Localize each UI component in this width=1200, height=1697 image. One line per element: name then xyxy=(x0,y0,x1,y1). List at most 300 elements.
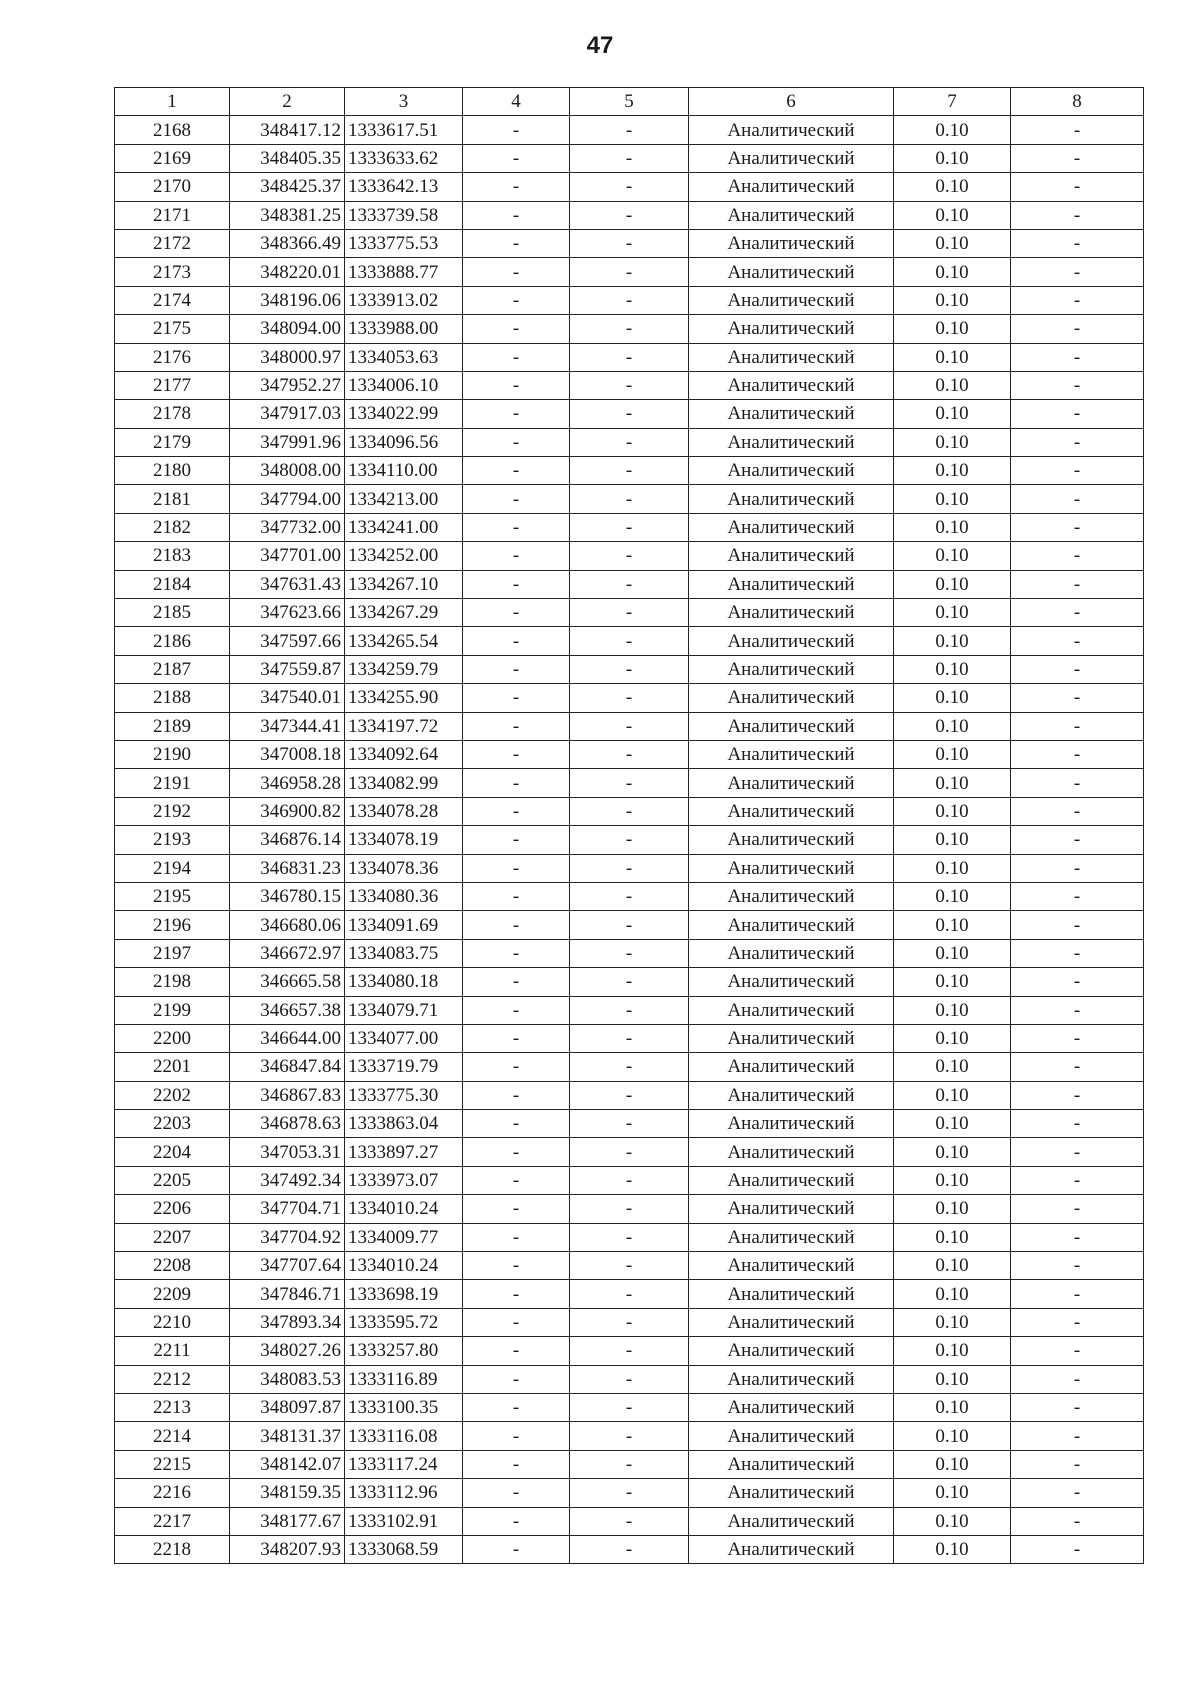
cell-accuracy: 0.10 xyxy=(894,457,1011,485)
cell-point-number: 2188 xyxy=(115,684,230,712)
cell-col-5: - xyxy=(570,144,689,172)
cell-accuracy: 0.10 xyxy=(894,116,1011,144)
cell-accuracy: 0.10 xyxy=(894,1110,1011,1138)
cell-col-8: - xyxy=(1011,1535,1144,1563)
cell-coord-y: 1333775.53 xyxy=(345,229,463,257)
cell-col-5: - xyxy=(570,1422,689,1450)
cell-col-8: - xyxy=(1011,513,1144,541)
cell-coord-y: 1333739.58 xyxy=(345,201,463,229)
cell-accuracy: 0.10 xyxy=(894,1337,1011,1365)
cell-coord-x: 347704.92 xyxy=(230,1223,345,1251)
cell-col-8: - xyxy=(1011,1081,1144,1109)
cell-coord-y: 1334197.72 xyxy=(345,712,463,740)
cell-coord-y: 1334267.29 xyxy=(345,599,463,627)
cell-col-4: - xyxy=(463,1081,570,1109)
cell-accuracy: 0.10 xyxy=(894,996,1011,1024)
table-row xyxy=(115,343,1144,371)
cell-coord-x: 347991.96 xyxy=(230,428,345,456)
cell-coord-x: 347053.31 xyxy=(230,1138,345,1166)
cell-point-number: 2187 xyxy=(115,655,230,683)
cell-point-number: 2178 xyxy=(115,400,230,428)
cell-coord-x: 347492.34 xyxy=(230,1166,345,1194)
cell-point-number: 2204 xyxy=(115,1138,230,1166)
table-row xyxy=(115,173,1144,201)
cell-point-number: 2213 xyxy=(115,1393,230,1421)
table-row xyxy=(115,996,1144,1024)
cell-accuracy: 0.10 xyxy=(894,939,1011,967)
cell-accuracy: 0.10 xyxy=(894,1535,1011,1563)
cell-col-4: - xyxy=(463,315,570,343)
table-row xyxy=(115,258,1144,286)
cell-col-4: - xyxy=(463,513,570,541)
cell-point-number: 2212 xyxy=(115,1365,230,1393)
cell-accuracy: 0.10 xyxy=(894,1422,1011,1450)
cell-coord-y: 1333068.59 xyxy=(345,1535,463,1563)
cell-method: Аналитический xyxy=(689,1393,894,1421)
cell-coord-x: 348083.53 xyxy=(230,1365,345,1393)
cell-point-number: 2215 xyxy=(115,1450,230,1478)
cell-coord-y: 1333595.72 xyxy=(345,1308,463,1336)
cell-col-4: - xyxy=(463,542,570,570)
cell-coord-y: 1334252.00 xyxy=(345,542,463,570)
cell-accuracy: 0.10 xyxy=(894,428,1011,456)
table-row xyxy=(115,1393,1144,1421)
cell-method: Аналитический xyxy=(689,1422,894,1450)
table-body xyxy=(115,116,1144,1564)
table-row xyxy=(115,1252,1144,1280)
table-row xyxy=(115,1365,1144,1393)
table-row xyxy=(115,911,1144,939)
cell-method: Аналитический xyxy=(689,1252,894,1280)
cell-col-4: - xyxy=(463,911,570,939)
cell-coord-y: 1334241.00 xyxy=(345,513,463,541)
cell-coord-y: 1334082.99 xyxy=(345,769,463,797)
cell-col-8: - xyxy=(1011,1507,1144,1535)
cell-col-5: - xyxy=(570,258,689,286)
cell-method: Аналитический xyxy=(689,1365,894,1393)
cell-col-8: - xyxy=(1011,1450,1144,1478)
table-row xyxy=(115,684,1144,712)
cell-method: Аналитический xyxy=(689,1223,894,1251)
cell-coord-y: 1334110.00 xyxy=(345,457,463,485)
cell-method: Аналитический xyxy=(689,201,894,229)
cell-coord-x: 348000.97 xyxy=(230,343,345,371)
cell-col-5: - xyxy=(570,740,689,768)
table-row xyxy=(115,400,1144,428)
cell-accuracy: 0.10 xyxy=(894,1365,1011,1393)
cell-accuracy: 0.10 xyxy=(894,1308,1011,1336)
cell-coord-x: 348366.49 xyxy=(230,229,345,257)
cell-col-8: - xyxy=(1011,1337,1144,1365)
cell-point-number: 2176 xyxy=(115,343,230,371)
cell-point-number: 2207 xyxy=(115,1223,230,1251)
cell-col-5: - xyxy=(570,343,689,371)
table-row xyxy=(115,627,1144,655)
cell-col-5: - xyxy=(570,1138,689,1166)
cell-accuracy: 0.10 xyxy=(894,797,1011,825)
table-row xyxy=(115,513,1144,541)
table-row xyxy=(115,1507,1144,1535)
cell-col-5: - xyxy=(570,1024,689,1052)
cell-accuracy: 0.10 xyxy=(894,655,1011,683)
cell-method: Аналитический xyxy=(689,1081,894,1109)
cell-col-4: - xyxy=(463,1195,570,1223)
cell-method: Аналитический xyxy=(689,740,894,768)
cell-coord-x: 346657.38 xyxy=(230,996,345,1024)
cell-col-5: - xyxy=(570,570,689,598)
cell-col-5: - xyxy=(570,1166,689,1194)
table-row xyxy=(115,315,1144,343)
cell-point-number: 2216 xyxy=(115,1479,230,1507)
cell-accuracy: 0.10 xyxy=(894,1166,1011,1194)
cell-point-number: 2209 xyxy=(115,1280,230,1308)
cell-col-5: - xyxy=(570,173,689,201)
cell-point-number: 2173 xyxy=(115,258,230,286)
cell-col-4: - xyxy=(463,1166,570,1194)
cell-coord-y: 1333117.24 xyxy=(345,1450,463,1478)
cell-col-8: - xyxy=(1011,1280,1144,1308)
cell-method: Аналитический xyxy=(689,996,894,1024)
cell-accuracy: 0.10 xyxy=(894,1138,1011,1166)
cell-coord-y: 1334022.99 xyxy=(345,400,463,428)
cell-col-8: - xyxy=(1011,144,1144,172)
table-row xyxy=(115,371,1144,399)
cell-method: Аналитический xyxy=(689,144,894,172)
cell-col-5: - xyxy=(570,201,689,229)
cell-coord-x: 348177.67 xyxy=(230,1507,345,1535)
table-row xyxy=(115,144,1144,172)
cell-method: Аналитический xyxy=(689,769,894,797)
cell-accuracy: 0.10 xyxy=(894,173,1011,201)
table-row xyxy=(115,712,1144,740)
cell-accuracy: 0.10 xyxy=(894,513,1011,541)
cell-col-5: - xyxy=(570,627,689,655)
cell-method: Аналитический xyxy=(689,570,894,598)
table-row xyxy=(115,882,1144,910)
table-row xyxy=(115,1166,1144,1194)
cell-col-5: - xyxy=(570,1280,689,1308)
cell-coord-y: 1333633.62 xyxy=(345,144,463,172)
cell-method: Аналитический xyxy=(689,1450,894,1478)
cell-point-number: 2211 xyxy=(115,1337,230,1365)
cell-col-5: - xyxy=(570,599,689,627)
cell-col-8: - xyxy=(1011,1223,1144,1251)
cell-point-number: 2172 xyxy=(115,229,230,257)
cell-point-number: 2169 xyxy=(115,144,230,172)
cell-col-5: - xyxy=(570,769,689,797)
table-header-row xyxy=(115,88,1144,116)
cell-method: Аналитический xyxy=(689,1024,894,1052)
table-row xyxy=(115,201,1144,229)
cell-coord-x: 348220.01 xyxy=(230,258,345,286)
cell-point-number: 2218 xyxy=(115,1535,230,1563)
cell-col-5: - xyxy=(570,1507,689,1535)
cell-accuracy: 0.10 xyxy=(894,740,1011,768)
cell-method: Аналитический xyxy=(689,712,894,740)
cell-method: Аналитический xyxy=(689,286,894,314)
cell-col-4: - xyxy=(463,1024,570,1052)
cell-coord-x: 347952.27 xyxy=(230,371,345,399)
cell-col-4: - xyxy=(463,939,570,967)
table-row xyxy=(115,428,1144,456)
cell-point-number: 2181 xyxy=(115,485,230,513)
cell-point-number: 2202 xyxy=(115,1081,230,1109)
table-row xyxy=(115,769,1144,797)
cell-col-5: - xyxy=(570,911,689,939)
cell-coord-x: 346831.23 xyxy=(230,854,345,882)
cell-accuracy: 0.10 xyxy=(894,854,1011,882)
cell-coord-x: 348159.35 xyxy=(230,1479,345,1507)
cell-accuracy: 0.10 xyxy=(894,343,1011,371)
cell-coord-y: 1334265.54 xyxy=(345,627,463,655)
cell-point-number: 2186 xyxy=(115,627,230,655)
cell-col-8: - xyxy=(1011,570,1144,598)
cell-coord-x: 347597.66 xyxy=(230,627,345,655)
cell-col-8: - xyxy=(1011,882,1144,910)
cell-col-4: - xyxy=(463,627,570,655)
cell-col-4: - xyxy=(463,712,570,740)
cell-col-8: - xyxy=(1011,797,1144,825)
cell-col-4: - xyxy=(463,343,570,371)
cell-method: Аналитический xyxy=(689,882,894,910)
cell-accuracy: 0.10 xyxy=(894,570,1011,598)
cell-col-4: - xyxy=(463,1479,570,1507)
cell-point-number: 2195 xyxy=(115,882,230,910)
cell-col-8: - xyxy=(1011,229,1144,257)
cell-col-8: - xyxy=(1011,968,1144,996)
cell-point-number: 2210 xyxy=(115,1308,230,1336)
cell-coord-y: 1334006.10 xyxy=(345,371,463,399)
cell-col-4: - xyxy=(463,599,570,627)
cell-accuracy: 0.10 xyxy=(894,911,1011,939)
cell-method: Аналитический xyxy=(689,939,894,967)
cell-col-5: - xyxy=(570,485,689,513)
cell-method: Аналитический xyxy=(689,854,894,882)
table-row xyxy=(115,1450,1144,1478)
cell-method: Аналитический xyxy=(689,1195,894,1223)
table-row xyxy=(115,1081,1144,1109)
cell-col-4: - xyxy=(463,968,570,996)
cell-col-5: - xyxy=(570,797,689,825)
cell-col-4: - xyxy=(463,684,570,712)
cell-accuracy: 0.10 xyxy=(894,627,1011,655)
cell-coord-x: 348097.87 xyxy=(230,1393,345,1421)
cell-accuracy: 0.10 xyxy=(894,286,1011,314)
cell-col-8: - xyxy=(1011,712,1144,740)
cell-col-4: - xyxy=(463,769,570,797)
cell-accuracy: 0.10 xyxy=(894,826,1011,854)
cell-col-8: - xyxy=(1011,428,1144,456)
table-row xyxy=(115,939,1144,967)
cell-col-5: - xyxy=(570,315,689,343)
cell-point-number: 2170 xyxy=(115,173,230,201)
cell-coord-x: 347631.43 xyxy=(230,570,345,598)
cell-col-8: - xyxy=(1011,173,1144,201)
cell-coord-x: 348425.37 xyxy=(230,173,345,201)
cell-point-number: 2197 xyxy=(115,939,230,967)
cell-col-5: - xyxy=(570,371,689,399)
cell-col-5: - xyxy=(570,939,689,967)
cell-coord-y: 1334080.18 xyxy=(345,968,463,996)
cell-coord-x: 346665.58 xyxy=(230,968,345,996)
cell-col-4: - xyxy=(463,826,570,854)
cell-coord-x: 347794.00 xyxy=(230,485,345,513)
table-row xyxy=(115,797,1144,825)
cell-col-8: - xyxy=(1011,1053,1144,1081)
table-row xyxy=(115,1308,1144,1336)
cell-col-4: - xyxy=(463,286,570,314)
cell-col-8: - xyxy=(1011,1252,1144,1280)
cell-col-8: - xyxy=(1011,315,1144,343)
cell-method: Аналитический xyxy=(689,1507,894,1535)
cell-coord-y: 1333257.80 xyxy=(345,1337,463,1365)
cell-point-number: 2180 xyxy=(115,457,230,485)
cell-col-5: - xyxy=(570,1308,689,1336)
cell-coord-y: 1333100.35 xyxy=(345,1393,463,1421)
cell-method: Аналитический xyxy=(689,116,894,144)
cell-method: Аналитический xyxy=(689,229,894,257)
cell-accuracy: 0.10 xyxy=(894,1024,1011,1052)
cell-accuracy: 0.10 xyxy=(894,201,1011,229)
cell-col-5: - xyxy=(570,457,689,485)
cell-coord-x: 347893.34 xyxy=(230,1308,345,1336)
cell-col-8: - xyxy=(1011,542,1144,570)
cell-coord-x: 346644.00 xyxy=(230,1024,345,1052)
cell-point-number: 2217 xyxy=(115,1507,230,1535)
cell-coord-y: 1334078.19 xyxy=(345,826,463,854)
cell-method: Аналитический xyxy=(689,655,894,683)
cell-col-5: - xyxy=(570,1195,689,1223)
table-row xyxy=(115,229,1144,257)
cell-col-5: - xyxy=(570,968,689,996)
cell-col-5: - xyxy=(570,1252,689,1280)
column-header: 1 xyxy=(115,88,230,116)
cell-col-4: - xyxy=(463,144,570,172)
cell-col-4: - xyxy=(463,1252,570,1280)
cell-col-8: - xyxy=(1011,1479,1144,1507)
cell-point-number: 2174 xyxy=(115,286,230,314)
cell-point-number: 2171 xyxy=(115,201,230,229)
cell-col-8: - xyxy=(1011,286,1144,314)
cell-col-4: - xyxy=(463,1138,570,1166)
cell-coord-y: 1333112.96 xyxy=(345,1479,463,1507)
cell-col-4: - xyxy=(463,116,570,144)
cell-col-4: - xyxy=(463,1280,570,1308)
cell-coord-y: 1333102.91 xyxy=(345,1507,463,1535)
cell-col-8: - xyxy=(1011,655,1144,683)
cell-method: Аналитический xyxy=(689,968,894,996)
cell-accuracy: 0.10 xyxy=(894,1450,1011,1478)
cell-col-8: - xyxy=(1011,1422,1144,1450)
table-row xyxy=(115,655,1144,683)
cell-col-4: - xyxy=(463,1422,570,1450)
cell-method: Аналитический xyxy=(689,826,894,854)
cell-accuracy: 0.10 xyxy=(894,1479,1011,1507)
cell-coord-y: 1334010.24 xyxy=(345,1195,463,1223)
cell-method: Аналитический xyxy=(689,797,894,825)
cell-coord-x: 347701.00 xyxy=(230,542,345,570)
cell-point-number: 2182 xyxy=(115,513,230,541)
cell-coord-x: 346680.06 xyxy=(230,911,345,939)
cell-point-number: 2201 xyxy=(115,1053,230,1081)
cell-coord-x: 348405.35 xyxy=(230,144,345,172)
cell-col-5: - xyxy=(570,428,689,456)
cell-accuracy: 0.10 xyxy=(894,485,1011,513)
cell-coord-x: 346900.82 xyxy=(230,797,345,825)
cell-coord-x: 346878.63 xyxy=(230,1110,345,1138)
cell-coord-x: 348417.12 xyxy=(230,116,345,144)
cell-coord-x: 348381.25 xyxy=(230,201,345,229)
cell-col-4: - xyxy=(463,1223,570,1251)
table-row xyxy=(115,1138,1144,1166)
cell-col-4: - xyxy=(463,201,570,229)
cell-accuracy: 0.10 xyxy=(894,229,1011,257)
cell-method: Аналитический xyxy=(689,173,894,201)
cell-coord-y: 1334053.63 xyxy=(345,343,463,371)
cell-coord-y: 1333913.02 xyxy=(345,286,463,314)
cell-col-8: - xyxy=(1011,1365,1144,1393)
cell-col-8: - xyxy=(1011,627,1144,655)
cell-col-4: - xyxy=(463,1308,570,1336)
cell-col-8: - xyxy=(1011,1308,1144,1336)
cell-method: Аналитический xyxy=(689,1308,894,1336)
cell-coord-x: 346867.83 xyxy=(230,1081,345,1109)
cell-coord-y: 1333888.77 xyxy=(345,258,463,286)
table-row xyxy=(115,740,1144,768)
cell-col-5: - xyxy=(570,116,689,144)
cell-method: Аналитический xyxy=(689,911,894,939)
column-header: 4 xyxy=(463,88,570,116)
cell-col-4: - xyxy=(463,229,570,257)
cell-coord-x: 347623.66 xyxy=(230,599,345,627)
cell-point-number: 2198 xyxy=(115,968,230,996)
cell-col-5: - xyxy=(570,1479,689,1507)
cell-point-number: 2199 xyxy=(115,996,230,1024)
cell-col-8: - xyxy=(1011,457,1144,485)
cell-method: Аналитический xyxy=(689,400,894,428)
cell-method: Аналитический xyxy=(689,1166,894,1194)
table-row xyxy=(115,1223,1144,1251)
cell-col-8: - xyxy=(1011,201,1144,229)
cell-method: Аналитический xyxy=(689,457,894,485)
cell-col-8: - xyxy=(1011,485,1144,513)
cell-accuracy: 0.10 xyxy=(894,599,1011,627)
cell-method: Аналитический xyxy=(689,1280,894,1308)
cell-point-number: 2214 xyxy=(115,1422,230,1450)
cell-coord-x: 347559.87 xyxy=(230,655,345,683)
cell-col-5: - xyxy=(570,1110,689,1138)
cell-accuracy: 0.10 xyxy=(894,1280,1011,1308)
cell-accuracy: 0.10 xyxy=(894,400,1011,428)
cell-col-8: - xyxy=(1011,1195,1144,1223)
cell-coord-x: 346876.14 xyxy=(230,826,345,854)
cell-coord-y: 1333973.07 xyxy=(345,1166,463,1194)
table-row xyxy=(115,1479,1144,1507)
cell-coord-x: 346672.97 xyxy=(230,939,345,967)
cell-col-8: - xyxy=(1011,1024,1144,1052)
cell-coord-y: 1333775.30 xyxy=(345,1081,463,1109)
cell-col-5: - xyxy=(570,229,689,257)
cell-accuracy: 0.10 xyxy=(894,1393,1011,1421)
cell-accuracy: 0.10 xyxy=(894,371,1011,399)
cell-method: Аналитический xyxy=(689,627,894,655)
cell-col-5: - xyxy=(570,712,689,740)
cell-coord-y: 1334080.36 xyxy=(345,882,463,910)
cell-col-4: - xyxy=(463,1507,570,1535)
cell-coord-y: 1333988.00 xyxy=(345,315,463,343)
cell-point-number: 2190 xyxy=(115,740,230,768)
cell-accuracy: 0.10 xyxy=(894,684,1011,712)
